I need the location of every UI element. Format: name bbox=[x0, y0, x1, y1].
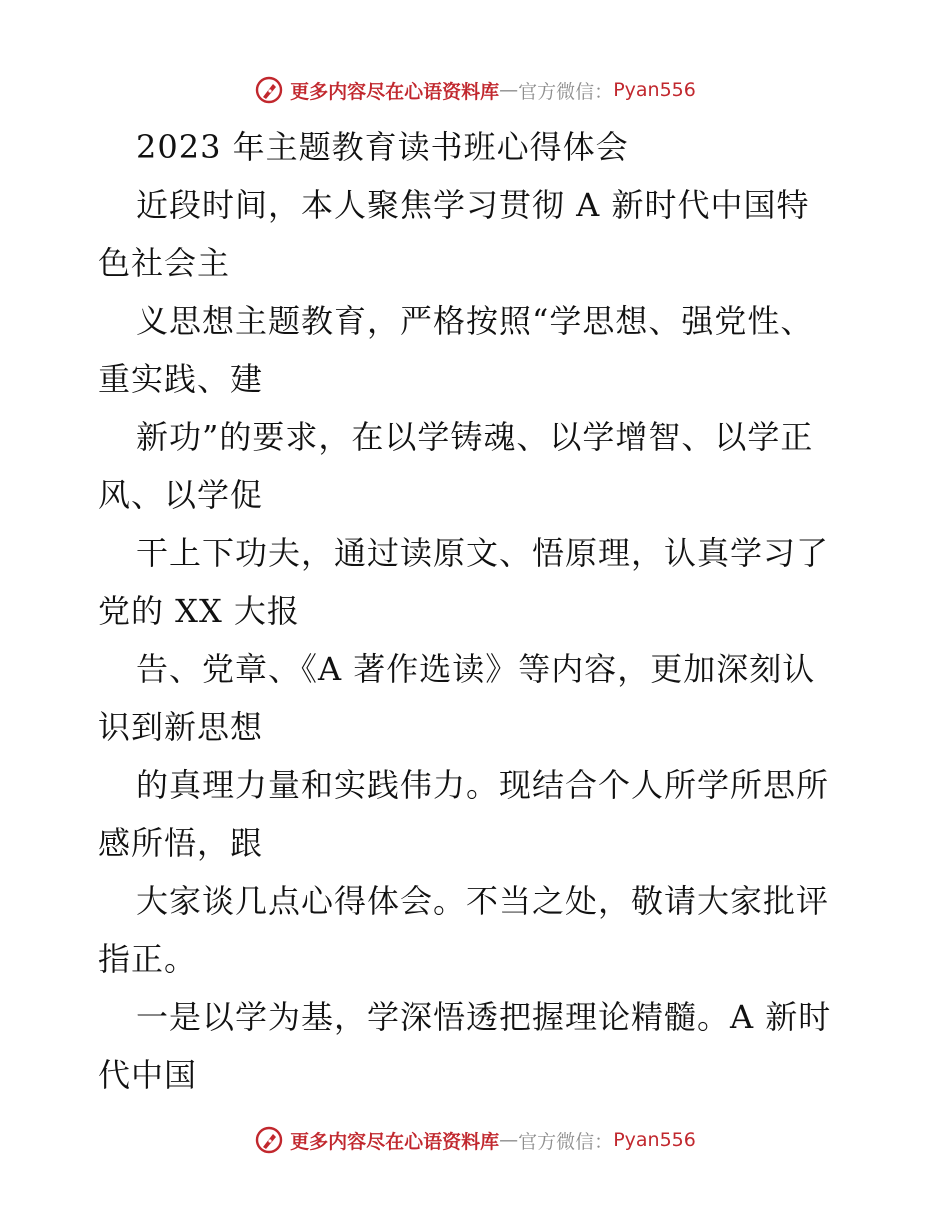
watermark-brand: 更多内容尽在心语资料库 bbox=[290, 1130, 500, 1153]
watermark-brand: 更多内容尽在心语资料库 bbox=[290, 80, 500, 103]
text-line: 重实践、建 bbox=[98, 360, 264, 398]
text-line: 大家谈几点心得体会。不当之处，敬请大家批评 bbox=[136, 882, 830, 920]
text-line: 党的 XX 大报 bbox=[98, 592, 300, 630]
text-line: 近段时间，本人聚焦学习贯彻 A 新时代中国特 bbox=[136, 186, 810, 224]
watermark-label: 官方微信： bbox=[518, 1130, 614, 1153]
header-watermark bbox=[0, 70, 950, 110]
text-line: 色社会主 bbox=[98, 244, 231, 282]
watermark-separator: — bbox=[499, 1129, 519, 1151]
watermark-wechat-id: Pyan556 bbox=[613, 79, 696, 101]
text-line: 干上下功夫，通过读原文、悟原理，认真学习了 bbox=[136, 534, 830, 572]
watermark-separator: — bbox=[499, 79, 519, 101]
text-line: 代中国 bbox=[98, 1056, 198, 1094]
text-line: 义思想主题教育，严格按照“学思想、强党性、 bbox=[136, 302, 814, 340]
pen-nib-logo-icon bbox=[254, 75, 284, 105]
text-line: 风、以学促 bbox=[98, 476, 264, 514]
document-title: 2023 年主题教育读书班心得体会 bbox=[136, 128, 629, 166]
pen-nib-logo-icon bbox=[254, 1125, 284, 1155]
text-line: 指正。 bbox=[98, 940, 198, 978]
text-line: 的真理力量和实践伟力。现结合个人所学所思所 bbox=[136, 766, 830, 804]
footer-watermark bbox=[0, 1120, 950, 1160]
text-line: 感所悟，跟 bbox=[98, 824, 264, 862]
watermark-wechat-id: Pyan556 bbox=[613, 1129, 696, 1151]
text-line: 一是以学为基，学深悟透把握理论精髓。A 新时 bbox=[136, 998, 832, 1036]
text-line: 识到新思想 bbox=[98, 708, 264, 746]
text-line: 新功”的要求，在以学铸魂、以学增智、以学正 bbox=[136, 418, 814, 456]
document-body bbox=[98, 118, 858, 1104]
watermark-label: 官方微信： bbox=[518, 80, 614, 103]
text-line: 告、党章、《A 著作选读》等内容，更加深刻认 bbox=[136, 650, 816, 688]
